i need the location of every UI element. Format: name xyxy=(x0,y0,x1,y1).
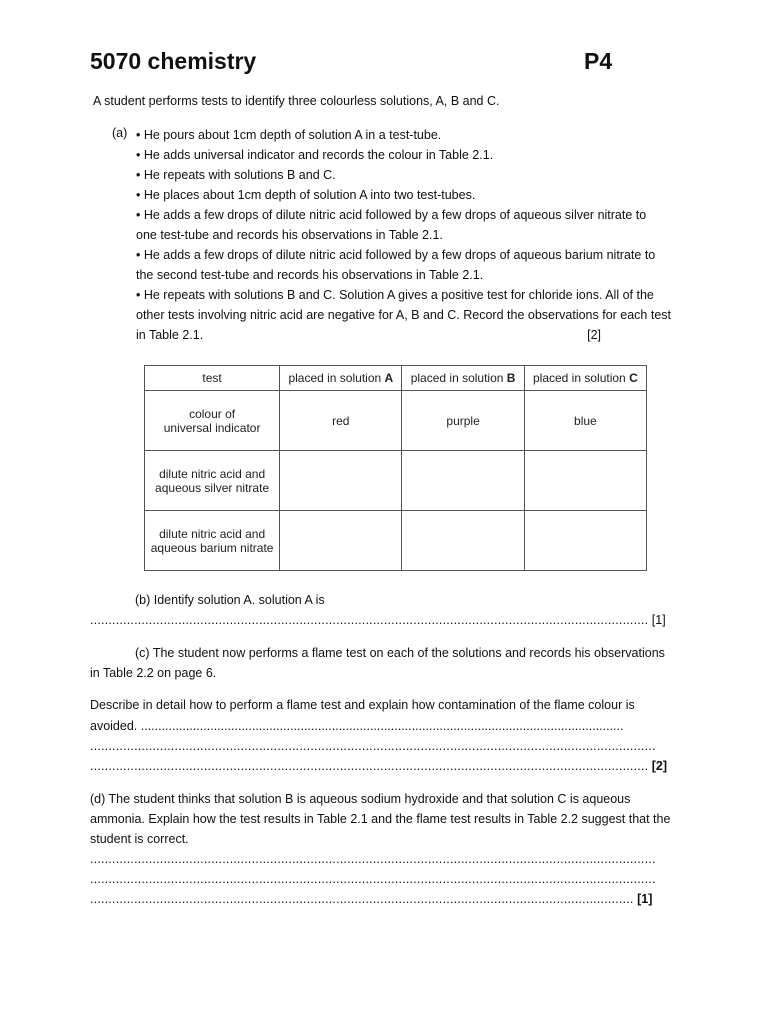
test-name-line: dilute nitric acid and xyxy=(159,526,266,541)
part-c-line-4[interactable]: avoided. ........................................................................................................................................... xyxy=(90,719,624,733)
test-name-line: aqueous barium nitrate xyxy=(150,540,274,555)
instruction-line: other tests involving nitric acid are negative for A, B and C. Record the observations for each test xyxy=(136,308,672,322)
part-a-label: (a) xyxy=(112,126,128,140)
subject-title: 5070 chemistry xyxy=(90,48,257,74)
result-cell-a: red xyxy=(280,391,402,451)
instruction-line: • He adds universal indicator and records the colour in Table 2.1. xyxy=(136,148,494,162)
result-cell-a[interactable] xyxy=(280,511,402,571)
instruction-line: • He adds a few drops of dilute nitric acid followed by a few drops of aqueous silver nitrate to xyxy=(136,208,647,222)
result-cell-c: blue xyxy=(524,391,646,451)
part-c-answer-line-last[interactable] xyxy=(90,759,667,773)
test-name-cell xyxy=(145,391,280,451)
header-solution-a xyxy=(280,366,402,391)
result-cell-b[interactable] xyxy=(402,451,524,511)
part-c-line-2: in Table 2.2 on page 6. xyxy=(90,666,217,680)
part-c-answer-line[interactable]: .......................................................................................................................................................... xyxy=(90,739,656,753)
instruction-line: one test-tube and records his observations in Table 2.1. xyxy=(136,228,443,242)
table-row xyxy=(145,451,647,511)
part-d-line-1: (d) The student thinks that solution B is aqueous sodium hydroxide and that solution C is aqueous xyxy=(90,792,631,806)
header-prefix: placed in solution xyxy=(410,371,507,385)
part-d-answer-line[interactable]: .......................................................................................................................................................... xyxy=(90,852,656,866)
result-cell-c[interactable] xyxy=(524,511,646,571)
instruction-line: • He adds a few drops of dilute nitric acid followed by a few drops of aqueous barium nitrate to xyxy=(136,248,656,262)
part-a-marks: [2] xyxy=(587,328,601,342)
part-c-line-3: Describe in detail how to perform a flame test and explain how contamination of the flame colour is xyxy=(90,698,635,712)
page-header xyxy=(90,48,620,80)
instruction-line: • He repeats with solutions B and C. xyxy=(136,168,336,182)
test-name-line: universal indicator xyxy=(163,420,261,435)
header-prefix: placed in solution xyxy=(532,371,630,385)
table-header-row xyxy=(145,366,647,391)
part-d-answer-line-last[interactable] xyxy=(90,892,652,906)
part-c-line-1: (c) The student now performs a flame test on each of the solutions and records his observations xyxy=(135,646,665,660)
answer-dots[interactable]: ........................................................................................................................................................ xyxy=(90,759,649,773)
header-test: test xyxy=(145,366,280,391)
answer-dots[interactable]: ........................................................................................................................................................ xyxy=(90,613,649,627)
test-name-cell xyxy=(145,511,280,571)
instruction-line: • He repeats with solutions B and C. Solution A gives a positive test for chloride ions. All of the xyxy=(136,288,654,302)
results-table xyxy=(144,365,647,571)
result-cell-b: purple xyxy=(402,391,524,451)
intro-text: A student performs tests to identify three colourless solutions, A, B and C. xyxy=(93,94,500,108)
answer-dots[interactable]: .................................................................................................................................................... xyxy=(90,892,634,906)
table-row xyxy=(145,391,647,451)
header-solution-c xyxy=(524,366,646,391)
result-cell-c[interactable] xyxy=(524,451,646,511)
instruction-line-last xyxy=(136,325,681,345)
part-d-marks: [1] xyxy=(637,892,653,906)
part-b-question: (b) Identify solution A. solution A is xyxy=(135,593,325,607)
instruction-line: the second test-tube and records his observations in Table 2.1. xyxy=(136,268,484,282)
test-name-line: aqueous silver nitrate xyxy=(155,480,270,495)
header-letter: C xyxy=(629,371,638,385)
header-prefix: placed in solution xyxy=(288,371,385,385)
part-d-line-3: student is correct. xyxy=(90,832,189,846)
part-a-instructions xyxy=(136,125,681,345)
result-cell-a[interactable] xyxy=(280,451,402,511)
instruction-text: in Table 2.1. xyxy=(136,328,204,342)
header-letter: B xyxy=(506,371,516,385)
header-letter: A xyxy=(384,371,394,385)
instruction-line: • He pours about 1cm depth of solution A in a test-tube. xyxy=(136,128,442,142)
test-name-cell xyxy=(145,451,280,511)
result-cell-b[interactable] xyxy=(402,511,524,571)
part-b-answer-line[interactable] xyxy=(90,613,666,627)
part-d-line-2: ammonia. Explain how the test results in Table 2.1 and the flame test results in Table 2.2 suggest that the xyxy=(90,812,671,826)
table-row xyxy=(145,511,647,571)
part-c-marks: [2] xyxy=(651,759,668,773)
part-b-marks: [1] xyxy=(651,613,666,627)
test-name-line: dilute nitric acid and xyxy=(159,466,266,481)
test-name-line: colour of xyxy=(189,406,236,421)
header-solution-b xyxy=(402,366,524,391)
paper-code: P4 xyxy=(584,48,613,74)
part-d-answer-line[interactable]: .......................................................................................................................................................... xyxy=(90,872,656,886)
instruction-line: • He places about 1cm depth of solution A into two test-tubes. xyxy=(136,188,476,202)
